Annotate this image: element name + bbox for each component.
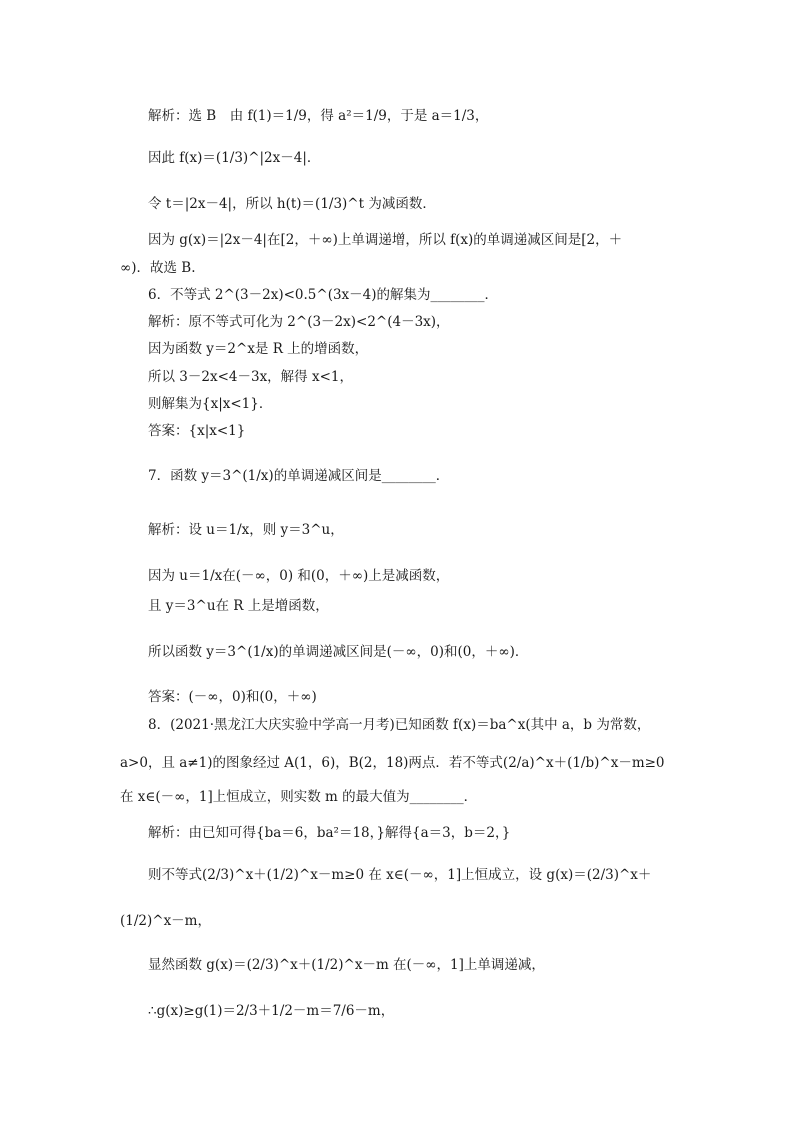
text-line: 解析：设 u＝1/x，则 y＝3^u， bbox=[148, 522, 344, 538]
text-line: 显然函数 g(x)＝(2/3)^x＋(1/2)^x－m 在(－∞，1]上单调递减， bbox=[148, 957, 545, 973]
text-line: (1/2)^x－m， bbox=[120, 913, 211, 929]
text-line: a>0，且 a≠1)的图象经过 A(1，6)，B(2，18)两点．若不等式(2/a)^x＋(1/b)^x－m≥0 bbox=[120, 755, 665, 771]
text-line: 且 y＝3^u在 R 上是增函数， bbox=[148, 598, 329, 614]
text-line: 解析：原不等式可化为 2^(3－2x)<2^(4－3x)， bbox=[148, 314, 450, 330]
text-line: ∴g(x)≥g(1)＝2/3＋1/2－m＝7/6－m， bbox=[148, 1003, 395, 1019]
text-line: 令 t＝|2x－4|，所以 h(t)＝(1/3)^t 为减函数． bbox=[148, 196, 436, 212]
text-line: 则解集为{x|x<1}． bbox=[148, 396, 273, 412]
text-line: 因为 u＝1/x在(－∞，0) 和(0，＋∞)上是减函数， bbox=[148, 568, 450, 584]
text-line: 因为 g(x)＝|2x－4|在[2，＋∞)上单调递增，所以 f(x)的单调递减区间是[2，＋ bbox=[148, 232, 623, 248]
text-line: 所以 3－2x<4－3x，解得 x<1， bbox=[148, 369, 353, 385]
question-7: 7．函数 y＝3^(1/x)的单调递减区间是________． bbox=[148, 468, 450, 484]
answer-6: 答案：{x|x<1} bbox=[148, 423, 246, 439]
text-line: 因此 f(x)＝(1/3)^|2x－4|． bbox=[148, 150, 321, 166]
question-8: 8．(2021·黑龙江大庆实验中学高一月考)已知函数 f(x)＝ba^x(其中 a，b 为常数， bbox=[148, 717, 651, 733]
text-line: 解析：由已知可得{ba＝6，ba²＝18，}解得{a＝3，b＝2，} bbox=[148, 825, 511, 841]
question-6: 6．不等式 2^(3－2x)<0.5^(3x－4)的解集为________． bbox=[148, 287, 499, 303]
answer-7: 答案：(－∞，0)和(0，＋∞) bbox=[148, 689, 317, 705]
text-line: 在 x∈(－∞，1]上恒成立，则实数 m 的最大值为________． bbox=[120, 789, 478, 805]
text-line: ∞)．故选 B. bbox=[120, 260, 196, 276]
text-line: 所以函数 y＝3^(1/x)的单调递减区间是(－∞，0)和(0，＋∞)． bbox=[148, 644, 529, 660]
text-line: 解析：选 B 由 f(1)＝1/9，得 a²＝1/9，于是 a＝1/3， bbox=[148, 108, 489, 124]
text-line: 则不等式(2/3)^x＋(1/2)^x－m≥0 在 x∈(－∞，1]上恒成立，设 g(x)＝(2/3)^x＋ bbox=[148, 867, 652, 883]
text-line: 因为函数 y＝2^x是 R 上的增函数， bbox=[148, 341, 369, 357]
